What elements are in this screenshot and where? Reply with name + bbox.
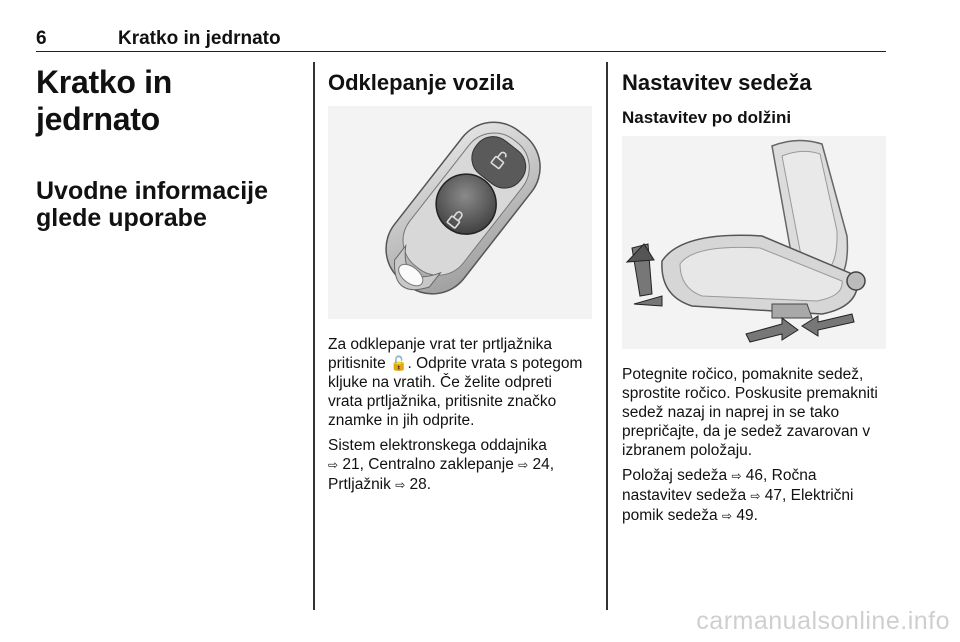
text-span: 24, [528,456,555,473]
section-title [36,178,304,232]
text-line: izbranem položaju. [622,442,753,459]
seat-adjustment-instructions [622,365,888,460]
text-line: Za odklepanje vrat ter prtljažnika [328,336,553,353]
text-line: vrata prtljažnika, pritisnite značko [328,393,557,410]
text-line: sprostite ročico. Poskusite premakniti [622,385,878,402]
middle-column [328,62,596,495]
page-reference-icon: ⇨ [721,509,733,523]
watermark: carmanualsonline.info [696,607,950,635]
text-line [622,486,888,506]
unlock-instructions [328,335,596,430]
text-span: 21, Centralno zaklepanje [338,456,519,473]
text-line: znamke in jih odprite. [328,412,475,429]
section-title-line: glede uporabe [36,204,207,232]
text-span: Prtljažnik [328,476,396,493]
text-line: prepričajte, da je sedež zavarovan v [622,423,871,440]
text-span: pomik sedeža [622,507,722,524]
seat-adjustment-illustration [622,136,886,349]
text-span: pritisnite [328,355,391,372]
text-line [328,455,596,475]
page-header [36,28,886,52]
page-reference-icon: ⇨ [750,489,761,503]
text-line: sedež nazaj in naprej in se tako [622,404,840,421]
text-span: 47, Električni [760,487,854,504]
text-line [328,475,596,495]
text-line [622,466,888,486]
page-reference-icon: ⇨ [731,469,742,483]
text-span: Položaj sedeža [622,467,732,484]
text-line: kljuke na vratih. Če želite odpreti [328,374,553,391]
text-span: nastavitev sedeža [622,487,751,504]
seat-icon [622,136,886,349]
text-line: Potegnite ročico, pomaknite sedež, [622,366,864,383]
section-title-line: Uvodne informacije [36,177,268,205]
text-line [622,506,888,526]
seat-cross-references [622,466,888,526]
unlock-vehicle-heading: Odklepanje vozila [328,70,514,95]
column-divider [313,62,315,610]
text-span: 46, Ročna [741,467,817,484]
page-reference-icon: ⇨ [328,458,339,472]
left-column [36,62,304,232]
right-column [622,62,888,526]
key-fob-illustration [328,106,592,319]
column-divider [606,62,608,610]
text-span: 49. [732,507,758,524]
text-line [328,354,596,373]
text-span: . Odprite vrata s potegom [407,355,583,372]
running-title: Kratko in jedrnato [118,28,281,49]
page-reference-icon: ⇨ [395,478,406,492]
text-line: Sistem elektronskega oddajnika [328,437,547,454]
longitudinal-adjustment-subheading: Nastavitev po dolžini [622,108,792,127]
unlock-icon: 🔓 [390,355,408,371]
seat-adjustment-heading: Nastavitev sedeža [622,70,812,95]
page-number: 6 [36,28,47,49]
chapter-title: Kratko in jedrnato [36,64,172,137]
text-span: 28. [405,476,432,493]
key-fob-icon [328,106,592,319]
cross-references [328,436,596,495]
page-reference-icon: ⇨ [518,458,529,472]
